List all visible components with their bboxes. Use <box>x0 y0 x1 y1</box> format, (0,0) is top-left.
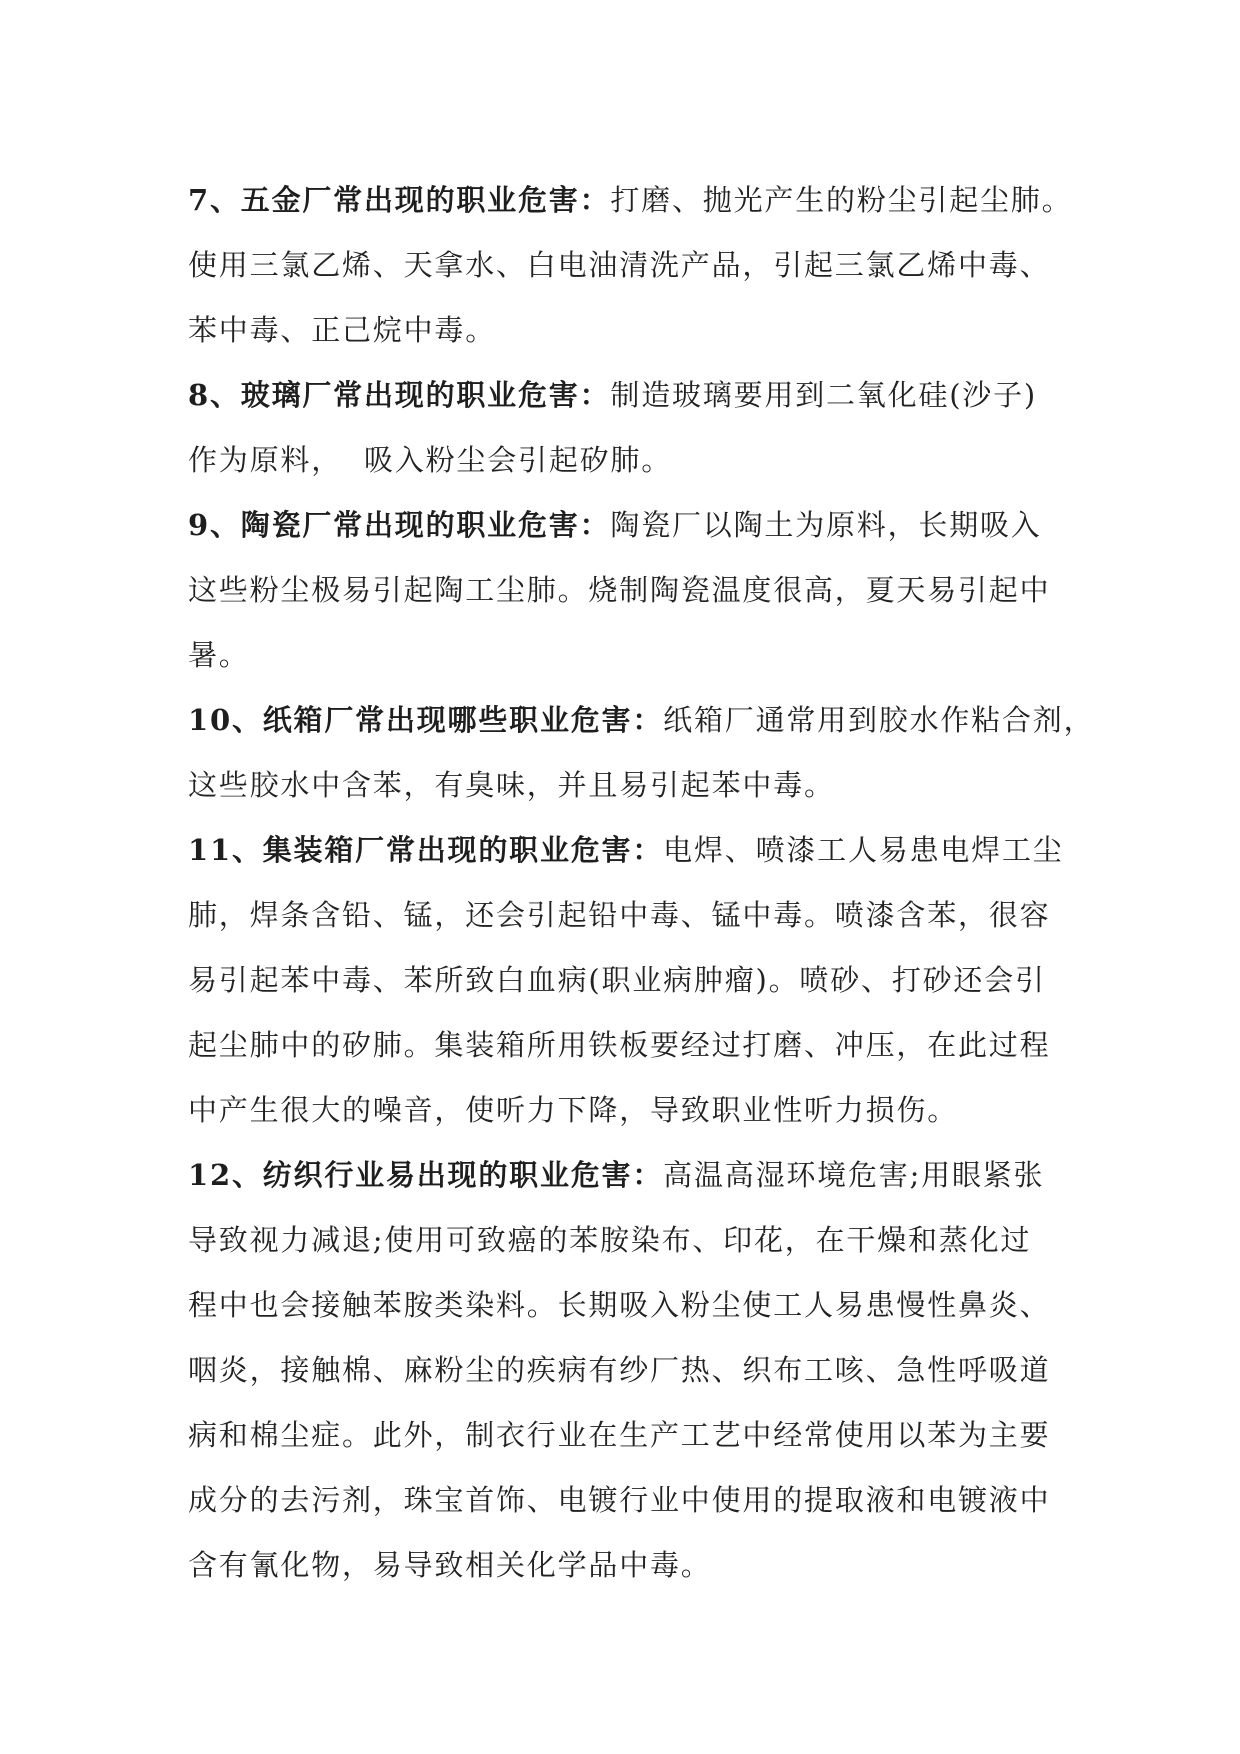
item-text-line: 成分的去污剂，珠宝首饰、电镀行业中使用的提取液和电镀液中 <box>188 1483 1051 1517</box>
item-text-line: 含有氰化物，易导致相关化学品中毒。 <box>188 1548 712 1582</box>
item-first-line <box>188 688 1095 753</box>
item-text-line: 中产生很大的噪音，使听力下降，导致职业性听力损伤。 <box>188 1093 959 1127</box>
item-text-line: 作为原料， 吸入粉尘会引起矽肺。 <box>188 443 673 477</box>
item-text: 制造玻璃要用到二氧化硅(沙子) <box>610 378 1038 412</box>
item-text-line: 病和棉尘症。此外，制衣行业在生产工艺中经常使用以苯为主要 <box>188 1418 1051 1452</box>
item-heading: 7、五金厂常出现的职业危害： <box>188 183 611 217</box>
hazard-item-7 <box>188 168 1073 363</box>
item-text-line: 这些胶水中含苯，有臭味，并且易引起苯中毒。 <box>188 768 835 802</box>
item-heading: 11、集装箱厂常出现的职业危害： <box>188 833 664 867</box>
item-heading: 9、陶瓷厂常出现的职业危害： <box>188 508 611 542</box>
item-text: 高温高湿环境危害;用眼紧张 <box>663 1158 1045 1192</box>
hazard-item-10 <box>188 688 1095 818</box>
item-heading: 12、纺织行业易出现的职业危害： <box>188 1158 664 1192</box>
item-text-line: 程中也会接触苯胺类染料。长期吸入粉尘使工人易患慢性鼻炎、 <box>188 1288 1051 1322</box>
item-text-line: 起尘肺中的矽肺。集装箱所用铁板要经过打磨、冲压，在此过程 <box>188 1028 1051 1062</box>
item-text: 打磨、抛光产生的粉尘引起尘肺。 <box>610 183 1073 217</box>
item-text-line: 导致视力减退;使用可致癌的苯胺染布、印花，在干燥和蒸化过 <box>188 1223 1032 1257</box>
item-text-line: 咽炎，接触棉、麻粉尘的疾病有纱厂热、织布工咳、急性呼吸道 <box>188 1353 1051 1387</box>
hazard-item-9 <box>188 493 1068 688</box>
item-first-line <box>188 363 1068 428</box>
hazard-item-8 <box>188 363 1068 493</box>
item-text-line: 苯中毒、正己烷中毒。 <box>188 313 497 347</box>
item-heading: 8、玻璃厂常出现的职业危害： <box>188 378 611 412</box>
hazard-item-11 <box>188 818 1068 1143</box>
item-text-line: 肺，焊条含铅、锰，还会引起铅中毒、锰中毒。喷漆含苯，很容 <box>188 898 1051 932</box>
item-first-line <box>188 1143 1068 1208</box>
item-text: 纸箱厂通常用到胶水作粘合剂， <box>663 703 1095 737</box>
item-text: 电焊、喷漆工人易患电焊工尘 <box>663 833 1064 867</box>
item-first-line <box>188 818 1068 883</box>
item-text-line: 使用三氯乙烯、天拿水、白电油清洗产品，引起三氯乙烯中毒、 <box>188 248 1051 282</box>
item-heading: 10、纸箱厂常出现哪些职业危害： <box>188 703 664 737</box>
hazard-item-12 <box>188 1143 1068 1598</box>
document-body <box>188 168 1095 1598</box>
item-first-line <box>188 493 1068 558</box>
item-text-line: 这些粉尘极易引起陶工尘肺。烧制陶瓷温度很高，夏天易引起中 <box>188 573 1051 607</box>
item-text-line: 易引起苯中毒、苯所致白血病(职业病肿瘤)。喷砂、打砂还会引 <box>188 963 1046 997</box>
item-first-line <box>188 168 1073 233</box>
item-text: 陶瓷厂以陶土为原料，长期吸入 <box>610 508 1042 542</box>
item-text-line: 暑。 <box>188 638 250 672</box>
